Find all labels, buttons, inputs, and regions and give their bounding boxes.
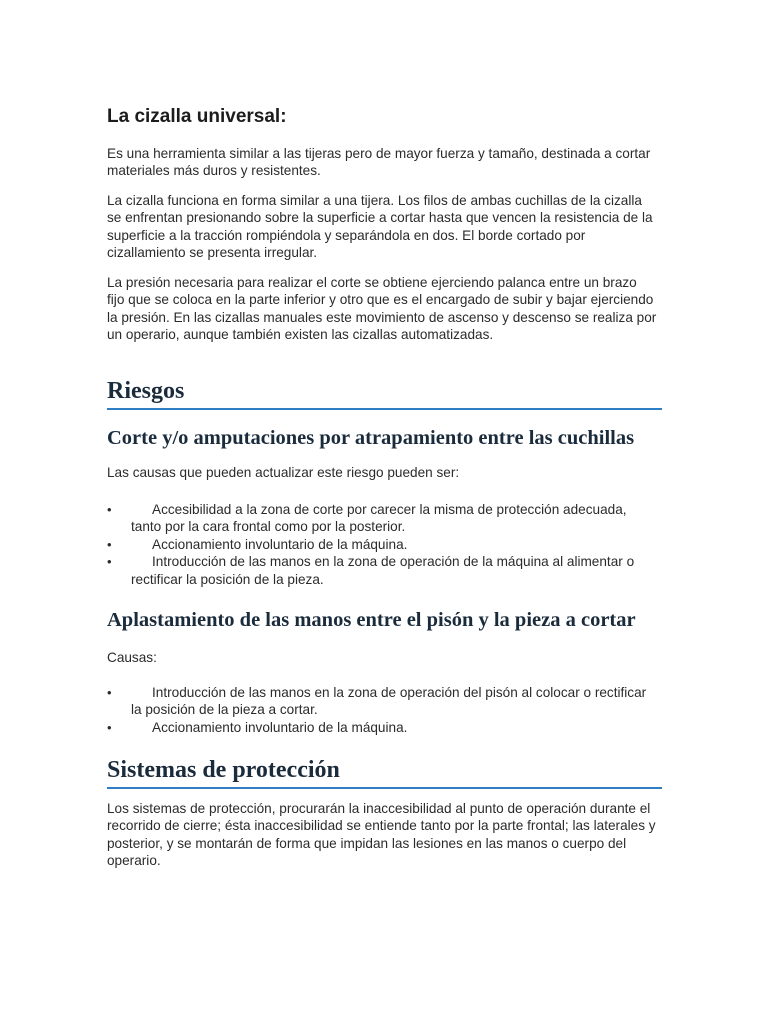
list-item [107,553,659,588]
intro-paragraph-1: Es una herramienta similar a las tijeras pero de mayor fuerza y tamaño, destinada a cortar materiales más duros y resistentes. [107,146,651,179]
corte-lead: Las causas que pueden actualizar este riesgo pueden ser: [107,465,460,480]
list-item-text: Accionamiento involuntario de la máquina. [152,536,408,552]
bullet-icon: • [107,719,112,735]
proteccion-heading: Sistemas de protección [107,756,662,789]
bullet-icon: • [107,502,112,517]
list-item [107,536,659,553]
corte-cause-list [107,501,659,588]
list-item-text: Accionamiento involuntario de la máquina. [152,719,408,735]
bullet-icon: • [107,685,112,700]
corte-heading: Corte y/o amputaciones por atrapamiento entre las cuchillas [107,427,635,449]
aplastamiento-lead: Causas: [107,650,157,665]
riesgos-heading: Riesgos [107,377,662,410]
bullet-icon: • [107,554,112,570]
intro-paragraph-2: La cizalla funciona en forma similar a una tijera. Los filos de ambas cuchillas de la cizalla se enfrentan presionando sobre la superficie a cortar hasta que vencen la resistencia de la superficie a la tracción rompiéndola y separándola en dos. El borde cortado por cizallamiento se presenta irregular. [107,193,653,261]
intro-paragraph-3: La presión necesaria para realizar el corte se obtiene ejerciendo palanca entre un brazo fijo que se coloca en la parte inferior y otro que es el encargado de subir y bajar ejerciendo la presión. En las cizallas manuales este movimiento de ascenso y descenso se realiza por un operario, aunque también existen las cizallas automatizadas. [107,275,657,343]
aplastamiento-cause-list [107,684,659,736]
bullet-icon: • [107,536,112,552]
document-title: La cizalla universal: [107,106,287,127]
list-item-text: Accesibilidad a la zona de corte por carecer la misma de protección adecuada, tanto por la cara frontal como por la posterior. [131,502,627,535]
aplastamiento-heading: Aplastamiento de las manos entre el pisón y la pieza a cortar [107,609,636,631]
proteccion-paragraph: Los sistemas de protección, procurarán la inaccesibilidad al punto de operación durante el recorrido de cierre; ésta inaccesibilidad se entiende tanto por la parte frontal; las laterales y posterior, y se montarán de forma que impidan las lesiones en las manos o cuerpo del operario. [107,801,656,869]
list-item-text: Introducción de las manos en la zona de operación de la máquina al alimentar o rectificar la posición de la pieza. [131,554,635,587]
list-item [107,684,659,719]
list-item-text: Introducción de las manos en la zona de operación del pisón al colocar o rectificar la posición de la pieza a cortar. [131,685,647,718]
list-item [107,719,659,736]
list-item [107,501,659,536]
